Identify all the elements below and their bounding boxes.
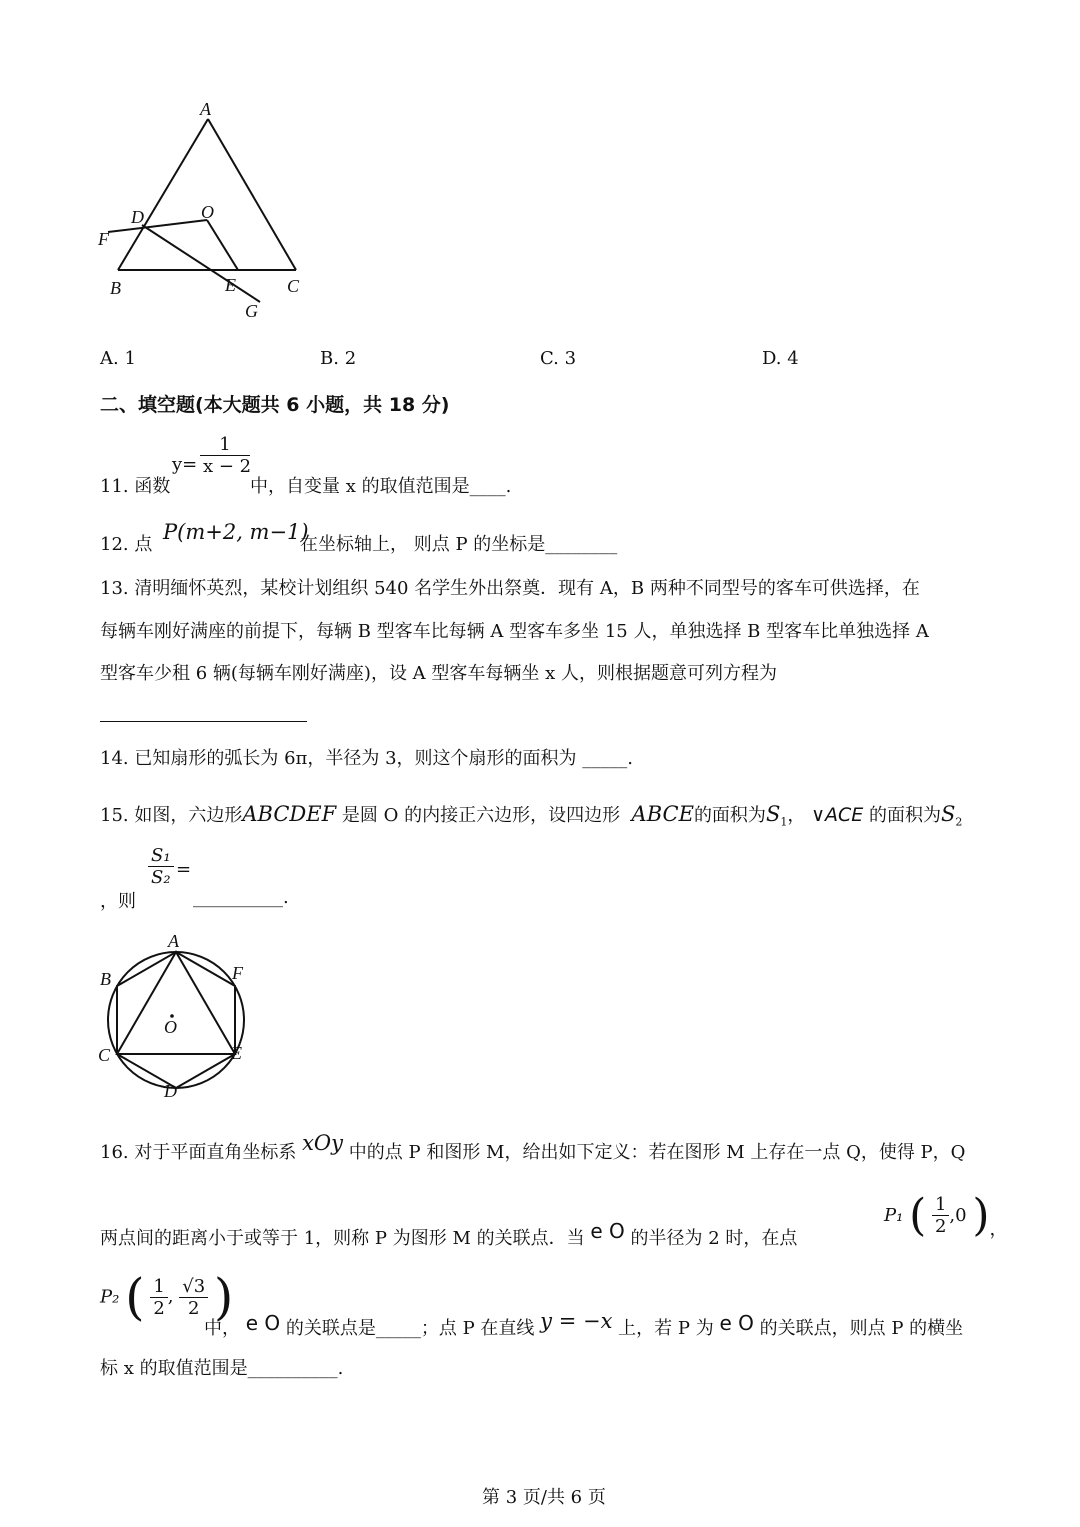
question-16-line1: 16. 对于平面直角坐标系 xOy 中的点 P 和图形 M，给出如下定义：若在图形 M 上存在一点 Q，使得 P，Q (100, 1131, 966, 1163)
segment-AC (208, 119, 296, 270)
q15-fraction: $\frac{\text{S₁}}{\text{S₂}}$ = (148, 845, 174, 888)
label-E: E (225, 275, 236, 295)
question-16-line4: 标 x 的取值范围是__________. (100, 1358, 344, 1379)
label-F: F (232, 963, 243, 983)
label-A: A (168, 931, 179, 951)
segment-OE (207, 220, 238, 270)
label-C: C (287, 276, 300, 296)
question-13-line3: 型客车少租 6 辆(每辆车刚好满座)，设 A 型客车每辆坐 x 人，则根据题意可列方程为 (100, 663, 777, 684)
page-footer: 第 3 页/共 6 页 (482, 1487, 606, 1508)
label-O: O (201, 202, 214, 222)
question-13-line2: 每辆车刚好满座的前提下，每辆 B 型客车比每辆 A 型客车多坐 15 人，单独选择 B 型客车比单独选择 A (100, 621, 929, 642)
choice-d: D. 4 (762, 348, 799, 369)
label-D: D (131, 207, 144, 227)
label-C: C (98, 1045, 111, 1065)
segment-AB (118, 119, 208, 270)
label-B: B (110, 278, 121, 298)
section-title: 二、填空题(本大题共 6 小题，共 18 分) (100, 394, 450, 416)
q16-point-p2: P₂ ( $\frac{1}{2}$ , $\frac{√3}{2}$ ) (100, 1268, 234, 1326)
label-G: G (245, 301, 258, 321)
label-F: F (98, 229, 109, 249)
triangle-ACE (117, 952, 235, 1054)
label-A: A (200, 99, 211, 119)
label-E: E (231, 1043, 242, 1063)
choice-c: C. 3 (540, 348, 577, 369)
q11-text: 中，自变量 x 的取值范围是____. (250, 476, 512, 497)
triangle-figure (90, 95, 320, 325)
q12-text: 在坐标轴上， 则点 P 的坐标是________ (300, 534, 618, 555)
question-12: 12. 点 (100, 534, 153, 555)
choice-b: B. 2 (320, 348, 357, 369)
question-16-line2: 两点间的距离小于或等于 1，则称 P 为图形 M 的关联点．当 e O 的半径为 2 时，在点 (100, 1219, 798, 1249)
label-O: O (164, 1017, 177, 1037)
question-16-line3: 中， e O 的关联点是_____；点 P 在直线 y = −x 上，若 P 为 e O 的关联点，则点 P 的横坐 (204, 1309, 964, 1339)
q12-point: P(m+2, m−1) (163, 520, 309, 544)
question-11: 11. 函数 (100, 476, 171, 497)
segment-FDO (108, 220, 207, 232)
segment-DEG (142, 225, 260, 302)
hexagon-circle-figure (92, 925, 262, 1105)
choice-a: A. 1 (100, 348, 136, 369)
q13-answer-blank (100, 721, 307, 722)
q15-then: ，则 (100, 891, 136, 912)
question-13-line1: 13. 清明缅怀英烈，某校计划组织 540 名学生外出祭奠．现有 A，B 两种不同型号的客车可供选择，在 (100, 578, 920, 599)
label-D: D (164, 1081, 177, 1101)
q16-point-p1: P₁ ( $\frac{1}{2}$ ,0 )， (884, 1190, 1008, 1241)
label-B: B (100, 969, 111, 989)
q15-blank: __________. (193, 887, 289, 908)
question-14: 14. 已知扇形的弧长为 6π，半径为 3，则这个扇形的面积为 _____. (100, 748, 633, 769)
question-15-line1: 15. 如图，六边形ABCDEF 是圆 O 的内接正六边形，设四边形 ABCE的面积为$S_1$， ∨ACE 的面积为$S_2$ (100, 802, 963, 829)
